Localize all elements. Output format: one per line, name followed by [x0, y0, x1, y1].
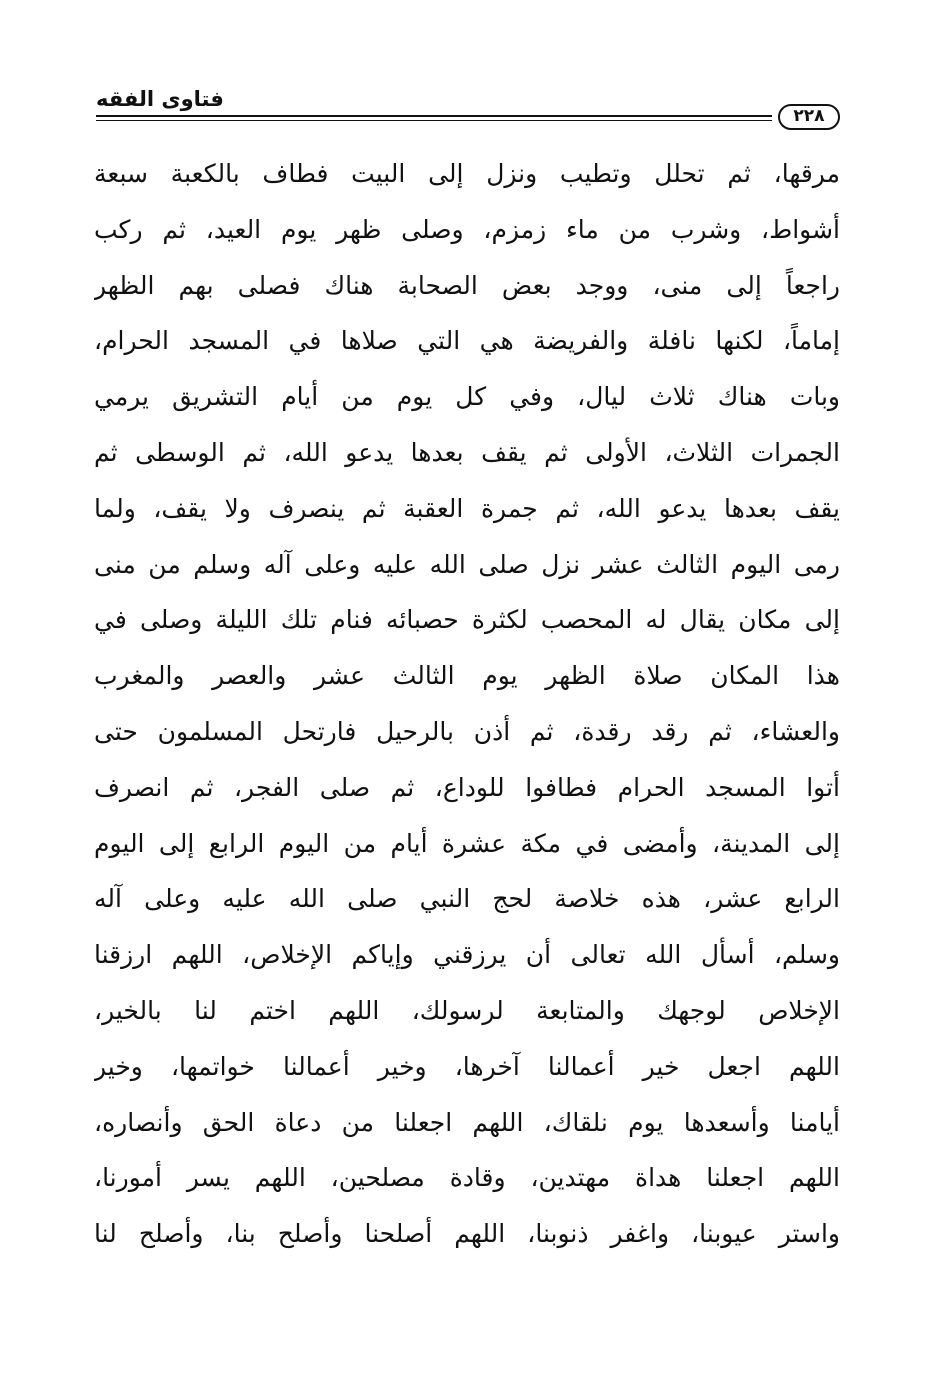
page-number: ٢٢٨: [778, 104, 840, 130]
text-line: هذا المكان صلاة الظهر يوم الثالث عشر والعصر والمغرب: [94, 661, 840, 691]
text-line: مرقها، ثم تحلل وتطيب ونزل إلى البيت فطاف بالكعبة سبعة: [94, 159, 840, 188]
text-line: أيامنا وأسعدها يوم نلقاك، اللهم اجعلنا من دعاة الحق وأنصاره،: [94, 1107, 840, 1137]
header-rule: [96, 115, 772, 121]
body-text: [94, 146, 840, 1262]
text-line: راجعاً إلى منى، ووجد بعض الصحابة هناك فصلى بهم الظهر: [94, 270, 840, 300]
text-line: يقف بعدها يدعو الله، ثم جمرة العقبة ثم ينصرف ولا يقف، ولما: [94, 493, 840, 523]
text-line: رمى اليوم الثالث عشر نزل صلى الله عليه وعلى آله وسلم من منى: [94, 549, 840, 579]
book-title: فتاوى الفقه: [96, 87, 224, 111]
text-line: وسلم، أسأل الله تعالى أن يرزقني وإياكم الإخلاص، اللهم ارزقنا: [94, 940, 840, 970]
text-line: اللهم اجعلنا هداة مهتدين، وقادة مصلحين، اللهم يسر أمورنا،: [94, 1163, 840, 1193]
text-line: إلى المدينة، وأمضى في مكة عشرة أيام من اليوم الرابع إلى اليوم: [94, 828, 840, 858]
text-line: وبات هناك ثلاث ليال، وفي كل يوم من أيام التشريق يرمي: [94, 382, 840, 412]
text-line: اللهم اجعل خير أعمالنا آخرها، وخير أعمالنا خواتمها، وخير: [94, 1051, 840, 1081]
text-line: أتوا المسجد الحرام فطافوا للوداع، ثم صلى الفجر، ثم انصرف: [94, 772, 840, 802]
text-line: الجمرات الثلاث، الأولى ثم يقف بعدها يدعو الله، ثم الوسطى ثم: [94, 437, 840, 467]
text-line: إلى مكان يقال له المحصب لكثرة حصبائه فنام تلك الليلة وصلى في: [94, 605, 840, 635]
text-line: واستر عيوبنا، واغفر ذنوبنا، اللهم أصلحنا وأصلح بنا، وأصلح لنا: [94, 1219, 840, 1249]
text-line: إماماً، لكنها نافلة والفريضة هي التي صلاها في المسجد الحرام،: [94, 326, 840, 356]
text-line: أشواط، وشرب من ماء زمزم، وصلى ظهر يوم العيد، ثم ركب: [94, 214, 840, 244]
page-header: [96, 84, 840, 128]
text-line: الرابع عشر، هذه خلاصة لحج النبي صلى الله عليه وعلى آله: [94, 884, 840, 914]
text-line: والعشاء، ثم رقد رقدة، ثم أذن بالرحيل فارتحل المسلمون حتى: [94, 716, 840, 746]
text-line: الإخلاص لوجهك والمتابعة لرسولك، اللهم اختم لنا بالخير،: [94, 995, 840, 1025]
